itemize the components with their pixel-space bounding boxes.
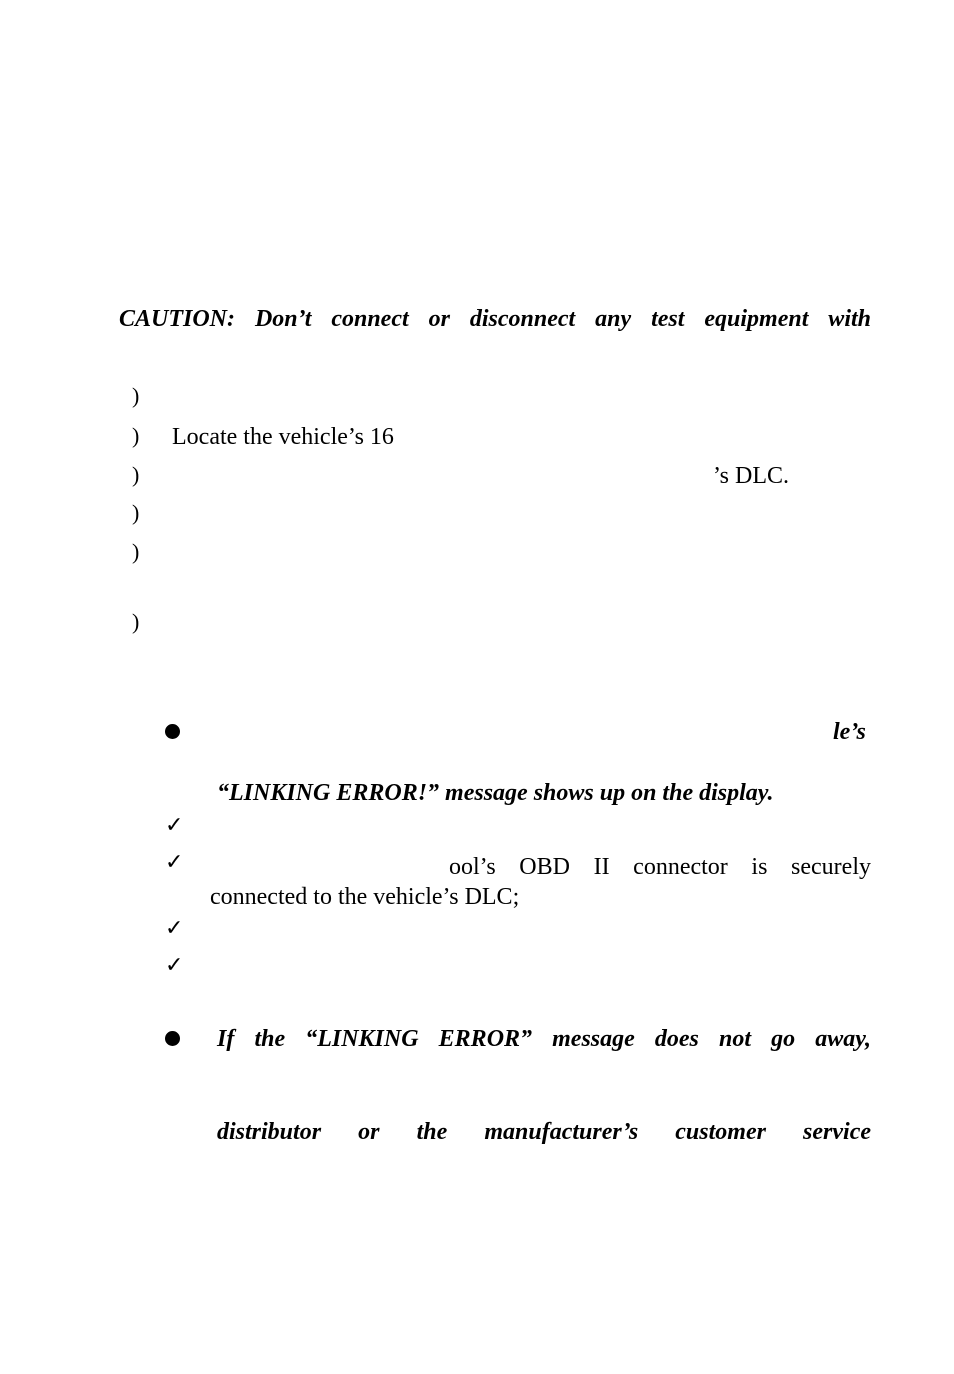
step-3-marker: ): [132, 462, 140, 487]
step-2-marker: ): [132, 423, 140, 448]
check-2-line1: ool’s OBD II connector is securely: [449, 854, 871, 880]
step-4-marker: ): [132, 500, 140, 525]
check-icon-1: ✓: [165, 813, 184, 838]
step-6-marker: ): [132, 609, 140, 634]
note1-line2: “LINKING ERROR!” message shows up on the display.: [217, 780, 774, 806]
check-2-line2: connected to the vehicle’s DLC;: [210, 884, 520, 910]
step-1-marker: ): [132, 383, 140, 408]
check-icon-2: ✓: [165, 850, 184, 875]
note1-fragment: le’s: [833, 719, 866, 745]
bullet-dot-2: [165, 1031, 180, 1046]
step-2-text: Locate the vehicle’s 16: [172, 424, 394, 450]
check-icon-4: ✓: [165, 953, 184, 978]
check-icon-3: ✓: [165, 916, 184, 941]
note2-line1: If the “LINKING ERROR” message does not go away,: [217, 1026, 871, 1052]
bullet-dot-1: [165, 724, 180, 739]
step-3-text: ’s DLC.: [713, 463, 790, 489]
caution-line: CAUTION: Don’t connect or disconnect any test equipment with: [119, 306, 871, 332]
step-5-marker: ): [132, 539, 140, 564]
note2-line2: distributor or the manufacturer’s customer service: [217, 1119, 871, 1145]
